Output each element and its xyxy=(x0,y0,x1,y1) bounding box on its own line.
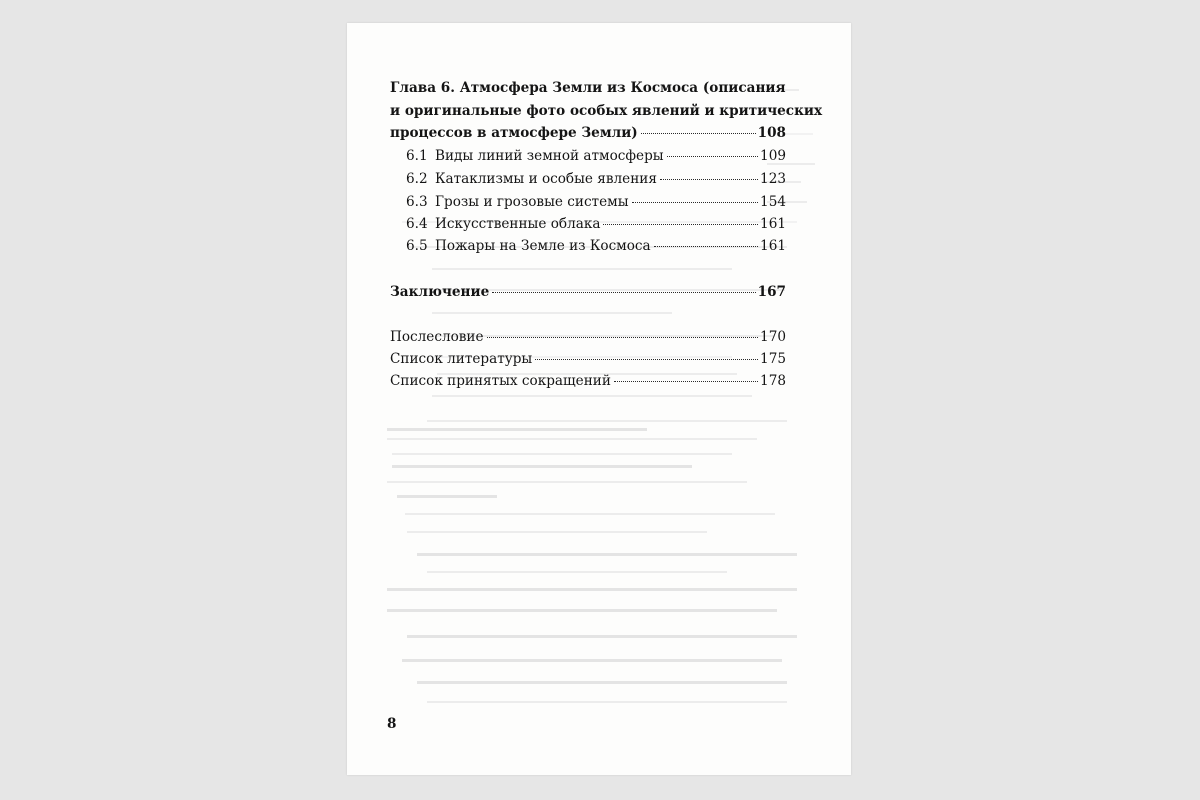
toc-entry-6-3 xyxy=(406,194,786,210)
page-number: 8 xyxy=(387,716,397,732)
page-ref: 167 xyxy=(757,284,786,300)
section-number: 6.3 xyxy=(406,194,428,210)
section-title: Искусственные облака xyxy=(435,216,601,232)
page-ref: 123 xyxy=(760,171,786,187)
dot-leader xyxy=(660,179,758,180)
conclusion-title: Заключение xyxy=(390,284,490,300)
section-number: 6.2 xyxy=(406,171,428,187)
chapter-6-title-line-3: процессов в атмосфере Земли) xyxy=(390,125,638,141)
toc-entry-references xyxy=(390,351,786,367)
section-number: 6.1 xyxy=(406,148,428,164)
book-page xyxy=(347,23,851,775)
dot-leader xyxy=(492,292,755,293)
dot-leader xyxy=(641,133,756,134)
dot-leader xyxy=(654,246,758,247)
section-title: Грозы и грозовые системы xyxy=(435,194,629,210)
section-title: Виды линий земной атмосферы xyxy=(435,148,664,164)
entry-title: Список литературы xyxy=(390,351,533,367)
page-ref: 175 xyxy=(760,351,786,367)
dot-leader xyxy=(632,202,759,203)
page-ref: 161 xyxy=(760,238,786,254)
section-title: Катаклизмы и особые явления xyxy=(435,171,657,187)
entry-title: Послесловие xyxy=(390,329,484,345)
dot-leader xyxy=(667,156,758,157)
page-ref: 108 xyxy=(757,125,786,141)
toc-entry-6-5 xyxy=(406,238,786,254)
dot-leader xyxy=(487,337,759,338)
chapter-6-title-line-2: и оригинальные фото особых явлений и критических xyxy=(390,103,823,119)
toc-entry-chapter-6 xyxy=(390,125,786,141)
dot-leader xyxy=(614,381,758,382)
chapter-6-title-line-1: Глава 6. Атмосфера Земли из Космоса (описания xyxy=(390,80,786,96)
dot-leader xyxy=(535,359,758,360)
dot-leader xyxy=(603,224,758,225)
section-title: Пожары на Земле из Космоса xyxy=(435,238,651,254)
page-ref: 178 xyxy=(760,373,786,389)
entry-title: Список принятых сокращений xyxy=(390,373,611,389)
toc-entry-6-2 xyxy=(406,171,786,187)
toc-entry-conclusion xyxy=(390,284,786,300)
section-number: 6.4 xyxy=(406,216,428,232)
section-number: 6.5 xyxy=(406,238,428,254)
page-ref: 170 xyxy=(760,329,786,345)
toc-entry-afterword xyxy=(390,329,786,345)
page-ref: 161 xyxy=(760,216,786,232)
page-ref: 154 xyxy=(760,194,786,210)
page-ref: 109 xyxy=(760,148,786,164)
toc-entry-6-1 xyxy=(406,148,786,164)
toc-entry-6-4 xyxy=(406,216,786,232)
toc-entry-abbreviations xyxy=(390,373,786,389)
